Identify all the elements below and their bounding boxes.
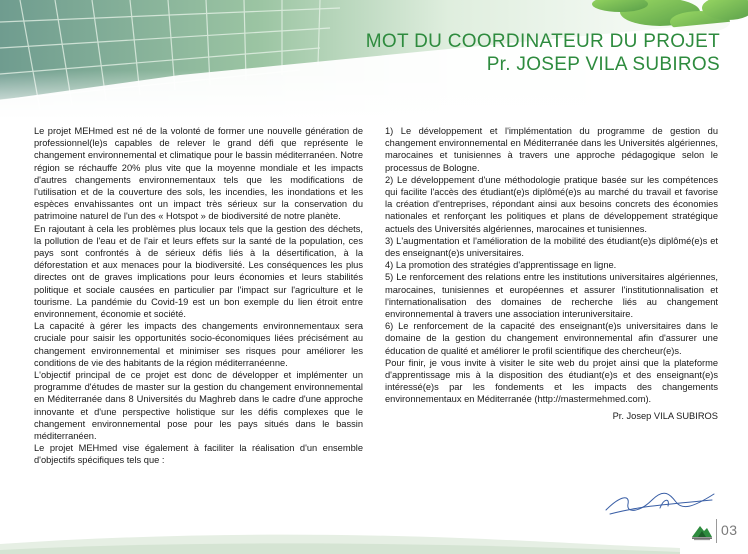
objective-item: 3) L'augmentation et l'amélioration de la mobilité des étudiant(e)s diplômé(e)s et des enseignant(e)s universitaires. [385, 235, 718, 259]
paragraph: L'objectif principal de ce projet est donc de développer et implémenter un programme d'études de master sur la gestion du changement environnemental en Méditerranée dans 8 Universités du Maghreb dans le cadre d'une approche innovante et d'une perspective holistique sur les défis complexes que le changement environnemental pose pour les pays situés dans le bassin méditerranéen. [34, 370, 363, 442]
paragraph: Le projet MEHmed vise également à faciliter la réalisation d'un ensemble d'objectifs spécifiques tels que : [34, 443, 363, 466]
objective-item: 4) La promotion des stratégies d'apprentissage en ligne. [385, 260, 617, 271]
footer-wave-decoration [0, 530, 748, 554]
objective-item: 5) Le renforcement des relations entre les institutions universitaires algériennes, marocaines, tunisiennes et européennes et assurer l'institutionnalisation et l'internationalisation des domaines de recherche liés au changement environnemental à travers une association interuniversitaire. [385, 272, 718, 320]
left-column [34, 125, 363, 467]
right-column [385, 125, 718, 422]
paragraph: La capacité à gérer les impacts des changements environnementaux sera cruciale pour saisir les opportunités socio-économiques liées précisément au changement environnemental et minimiser ses risques pour améliorer les conditions de vie des habitants de la région méditerranéenne. [34, 321, 363, 368]
title-line-1: MOT DU COORDINATEUR DU PROJET [365, 31, 720, 52]
page-number: 03 [721, 522, 738, 538]
page-title [366, 30, 720, 76]
objective-item: 6) Le renforcement de la capacité des enseignant(e)s universitaires dans le domaine de la gestion du changement environnemental afin d'assurer une éducation de qualité et améliorer le profil scientifique des chercheur(e)s. [385, 321, 718, 356]
objective-item: 2) Le développement d'une méthodologie pratique basée sur les compétences qui facilite l'accès des étudiant(e)s diplômé(e)s au marché du travail et favorise la création d'entreprises, répondant ainsi aux besoins concrets des économies nationales et renforçant les politiques et plans de développement stratégique actuels des Universités algériennes, marocaines et tunisiennes. [385, 174, 718, 234]
paragraph: Le projet MEHmed est né de la volonté de former une nouvelle génération de professionnel(le)s capables de relever le grand défi que représente le changement environnemental et climatique pour le bassin méditerranéen. Notre région se réchauffe 20% plus vite que la moyenne mondiale et les impacts d'autres changements environnementaux tels que les modifications de l'utilisation et de la couverture des sols, les incendies, les inondations et les espèces envahissantes ont un impact très sérieux sur la conservation du patrimoine naturel de l'un des « Hotspot » de biodiversité de notre planète. [34, 126, 363, 222]
signature-name: Pr. Josep VILA SUBIROS [612, 410, 718, 421]
title-line-2: Pr. JOSEP VILA SUBIROS [486, 54, 720, 75]
signature-icon [600, 488, 720, 518]
paragraph: En rajoutant à cela les problèmes plus locaux tels que la gestion des déchets, la pollution de l'eau et de l'air et leurs effets sur la santé de la population, ces pays sont confrontés à de sérieux défis liés à la désertification, à la déforestation et aux menaces pour la biodiversité. Les conséquences les plus directes ont de graves implications pour leurs économies et leurs stabilités politique et sociale causées en particulier par l'impact sur l'agriculture et le tourisme. La pandémie du Covid-19 est un bon exemple du lien étroit entre environnement, économie et société. [34, 223, 363, 320]
closing-paragraph: Pour finir, je vous invite à visiter le site web du projet ainsi que la plateforme d'apprentissage mis à la disposition des étudiant(e)s et des enseignant(e)s intéressé(e)s par les fondements et les impacts des changements environnementaux en Méditerranée (http://mastermehmed.com). [385, 357, 718, 405]
objective-item: 1) Le développement et l'implémentation du programme de gestion du changement environnemental en Méditerranée dans les Universités algériennes, marocaines et tunisiennes à travers une approche pédagogique selon le processus de Bologne. [385, 126, 718, 173]
